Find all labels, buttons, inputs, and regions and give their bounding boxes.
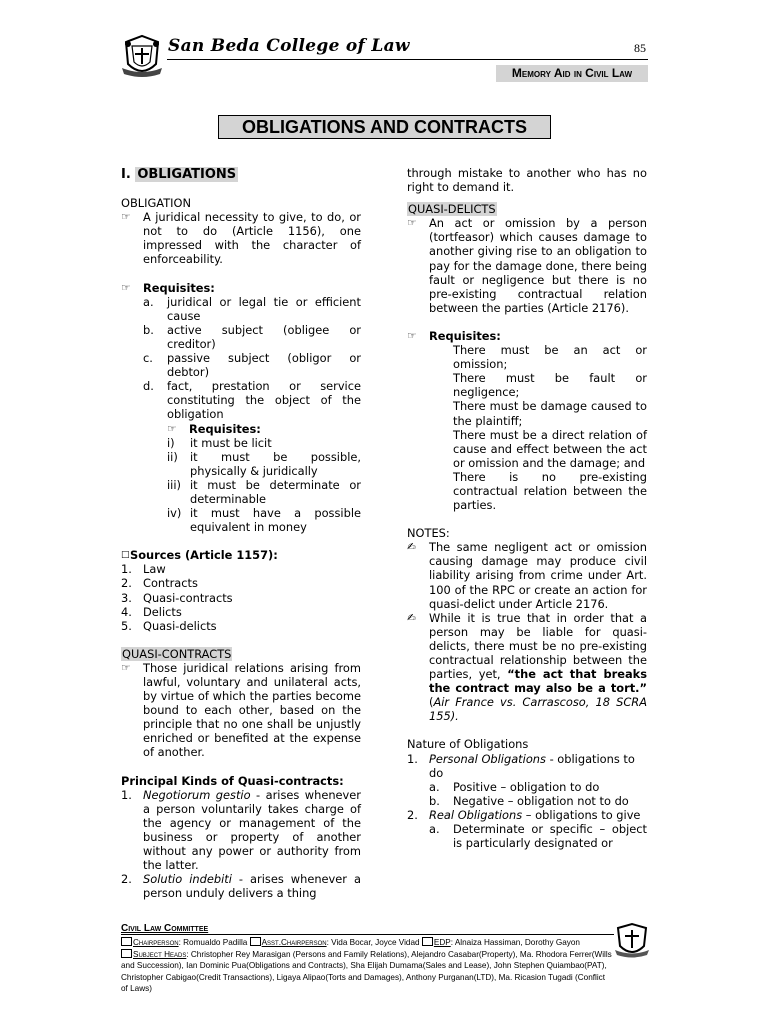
footer-title: Civil Law Committee xyxy=(121,923,209,934)
hand-bullet-icon: ☞ xyxy=(167,422,177,435)
kinds-list xyxy=(121,788,361,901)
school-seal-icon xyxy=(614,922,650,958)
footer-credits: Chairperson: Romualdo Padilla Asst.Chairperson: Vida Bocar, Joyce Vidad EDP: Alnaiza Hassiman, Dorothy Gayon Subject Heads: Christopher Rey Marasigan (Persons and Family Relations), Alejandro Casabar(Property), Ma. Rhodora Ferrer(Wills and Succession), Ian Dominic Pua(Obligations and Contracts), Sha Elijah Dumama(Sales and Lease), John Stephen Quiambao(PAT), Christopher Cabigao(Credit Transactions), Ligaya Alipao(Torts and Damages), Anthony Purganan(LTD), Ma. Ricasion Tugadi (Conflict of Laws) xyxy=(121,938,612,994)
requisite-item: c. passive subject (obligor or debtor) xyxy=(143,351,361,380)
sub-requisite-item: i) it must be licit xyxy=(167,435,272,450)
list-marker: a. xyxy=(143,294,154,309)
list-marker: b. xyxy=(143,322,154,337)
kinds-heading: Principal Kinds of Quasi-contracts: xyxy=(121,773,344,788)
list-marker: 2. xyxy=(121,872,132,887)
nature-sublist xyxy=(407,822,647,850)
footer-rule xyxy=(121,934,614,935)
book-icon xyxy=(121,949,132,958)
left-column xyxy=(121,168,361,900)
right-column xyxy=(407,166,647,850)
requisite-item: b. active subject (obligee or creditor) xyxy=(143,322,361,351)
list-marker: 4. xyxy=(121,604,132,619)
nature-sublist xyxy=(407,780,647,808)
requisites-list xyxy=(121,295,361,422)
obligation-heading: OBLIGATION xyxy=(121,196,192,211)
requisites-heading: ☞ Requisites: xyxy=(121,280,215,295)
hand-bullet-icon: ☞ xyxy=(121,661,131,674)
quasi-contracts-definition: ☞ Those juridical relations arising from lawful, voluntary and unilateral acts, by virtue of which the parties become bound to each other, based on the principle that no one shall be unjustly enriched or benefited at the expense of another. xyxy=(121,660,361,760)
requisite-item: a. juridical or legal tie or efficient cause xyxy=(143,294,361,323)
brand-name: San Beda College of Law xyxy=(168,36,410,56)
list-marker: 2. xyxy=(121,576,132,591)
qd-requisites-list xyxy=(407,343,647,512)
obligation-definition: ☞ A juridical necessity to give, to do, or not to do (Article 1156), one impressed with the character of enforceability. xyxy=(121,210,361,267)
list-marker: 5. xyxy=(121,618,132,633)
qd-requisite-item: There must be an act or omission; xyxy=(453,343,647,372)
kind-item: 2. Solutio indebiti - arises whenever a person unduly delivers a thing xyxy=(121,872,362,901)
list-marker: a. xyxy=(429,779,440,794)
nature-item: 2. Real Obligations – obligations to give xyxy=(407,807,641,822)
list-marker: a. xyxy=(429,822,440,837)
sub-requisite-item: ii) it must be possible, physically & juridically xyxy=(167,449,361,478)
nature-item: 1. Personal Obligations - obligations to do xyxy=(407,751,635,780)
list-marker: iii) xyxy=(167,477,181,492)
book-icon xyxy=(422,937,433,946)
quasi-contracts-heading: QUASI-CONTRACTS xyxy=(122,646,232,661)
source-item: 3. Quasi-contracts xyxy=(121,590,233,605)
header-rule xyxy=(167,59,648,60)
school-seal-icon xyxy=(120,34,164,78)
list-marker: c. xyxy=(143,351,153,366)
requisite-item: d. fact, prestation or service constituting the object of the obligation xyxy=(143,379,361,422)
sub-requisite-item: iii) it must be determinate or determinable xyxy=(167,477,361,506)
book-icon xyxy=(121,937,132,946)
sub-requisite-item: iv) it must have a possible equivalent in money xyxy=(167,506,361,535)
source-item: 5. Quasi-delicts xyxy=(121,618,217,633)
kind-item: 1. Negotiorum gestio - arises whenever a person voluntarily takes charge of the agency or management of the business or property of another without any power or authority from the latter. xyxy=(121,787,361,873)
source-item: 2. Contracts xyxy=(121,576,198,591)
source-item: 1. Law xyxy=(121,562,166,577)
list-marker: ii) xyxy=(167,449,178,464)
list-marker: 3. xyxy=(121,590,132,605)
list-marker: i) xyxy=(167,435,175,450)
sources-heading: □ Sources (Article 1157): xyxy=(121,548,278,563)
writing-hand-icon: ✍ xyxy=(407,541,416,554)
qd-requisite-item: There is no pre-existing contractual relation between the parties. xyxy=(453,469,647,513)
nature-subitem: b. Negative – obligation not to do xyxy=(429,793,629,808)
list-marker: iv) xyxy=(167,506,182,521)
continued-text: through mistake to another who has no right to demand it. xyxy=(407,166,647,195)
quasi-delicts-definition: ☞ An act or omission by a person (tortfeasor) which causes damage to another giving rise to an obligation to pay for the damage done, there being fault or negligence but there is no pre-existing contractual relation between the parties (Article 2176). xyxy=(407,216,647,315)
notes-heading: NOTES: xyxy=(407,526,450,541)
page-number: 85 xyxy=(634,41,646,55)
qd-requisites-heading: ☞ Requisites: xyxy=(407,328,501,343)
sources-list xyxy=(121,562,361,632)
section-heading: I. OBLIGATIONS xyxy=(121,167,237,182)
qd-requisite-item: There must be a direct relation of cause and effect between the act or omission and the damage; and xyxy=(453,427,647,470)
list-marker: 1. xyxy=(121,562,132,577)
quasi-delicts-heading: QUASI-DELICTS xyxy=(408,202,496,217)
nature-subitem: a. Positive – obligation to do xyxy=(429,779,600,794)
qd-requisite-item: There must be damage caused to the plaintiff; xyxy=(453,399,647,428)
source-item: 4. Delicts xyxy=(121,604,182,619)
book-icon xyxy=(250,937,261,946)
list-marker: 1. xyxy=(121,787,132,802)
hand-bullet-icon: ☞ xyxy=(407,217,417,230)
square-bullet-icon: □ xyxy=(121,550,130,561)
list-marker: d. xyxy=(143,379,154,394)
note-item: ✍ The same negligent act or omission causing damage may produce civil liability arising from crime under Art. 100 of the RPC or create an action for quasi-delict under Article 2176. xyxy=(407,540,647,611)
hand-bullet-icon: ☞ xyxy=(121,281,131,294)
nature-subitem: a. Determinate or specific – object is particularly designated or xyxy=(429,822,647,851)
page-title: OBLIGATIONS AND CONTRACTS xyxy=(218,115,551,139)
hand-bullet-icon: ☞ xyxy=(407,329,417,342)
list-marker: b. xyxy=(429,793,440,808)
writing-hand-icon: ✍ xyxy=(407,611,416,624)
sub-requisites-list xyxy=(121,436,361,535)
sub-requisites-heading: ☞ Requisites: xyxy=(167,421,261,436)
header-subtitle: Memory Aid in Civil Law xyxy=(496,65,648,82)
nature-heading: Nature of Obligations xyxy=(407,737,529,752)
qd-requisite-item: There must be fault or negligence; xyxy=(453,371,647,400)
hand-bullet-icon: ☞ xyxy=(121,211,131,224)
note-item: ✍ While it is true that in order that a person may be liable for quasi-delicts, there must be no pre-existing contractual relationship between the parties, yet, “the act that breaks the contract may also be a tort.” (Air France vs. Carrascoso, 18 SCRA 155). xyxy=(407,610,647,724)
